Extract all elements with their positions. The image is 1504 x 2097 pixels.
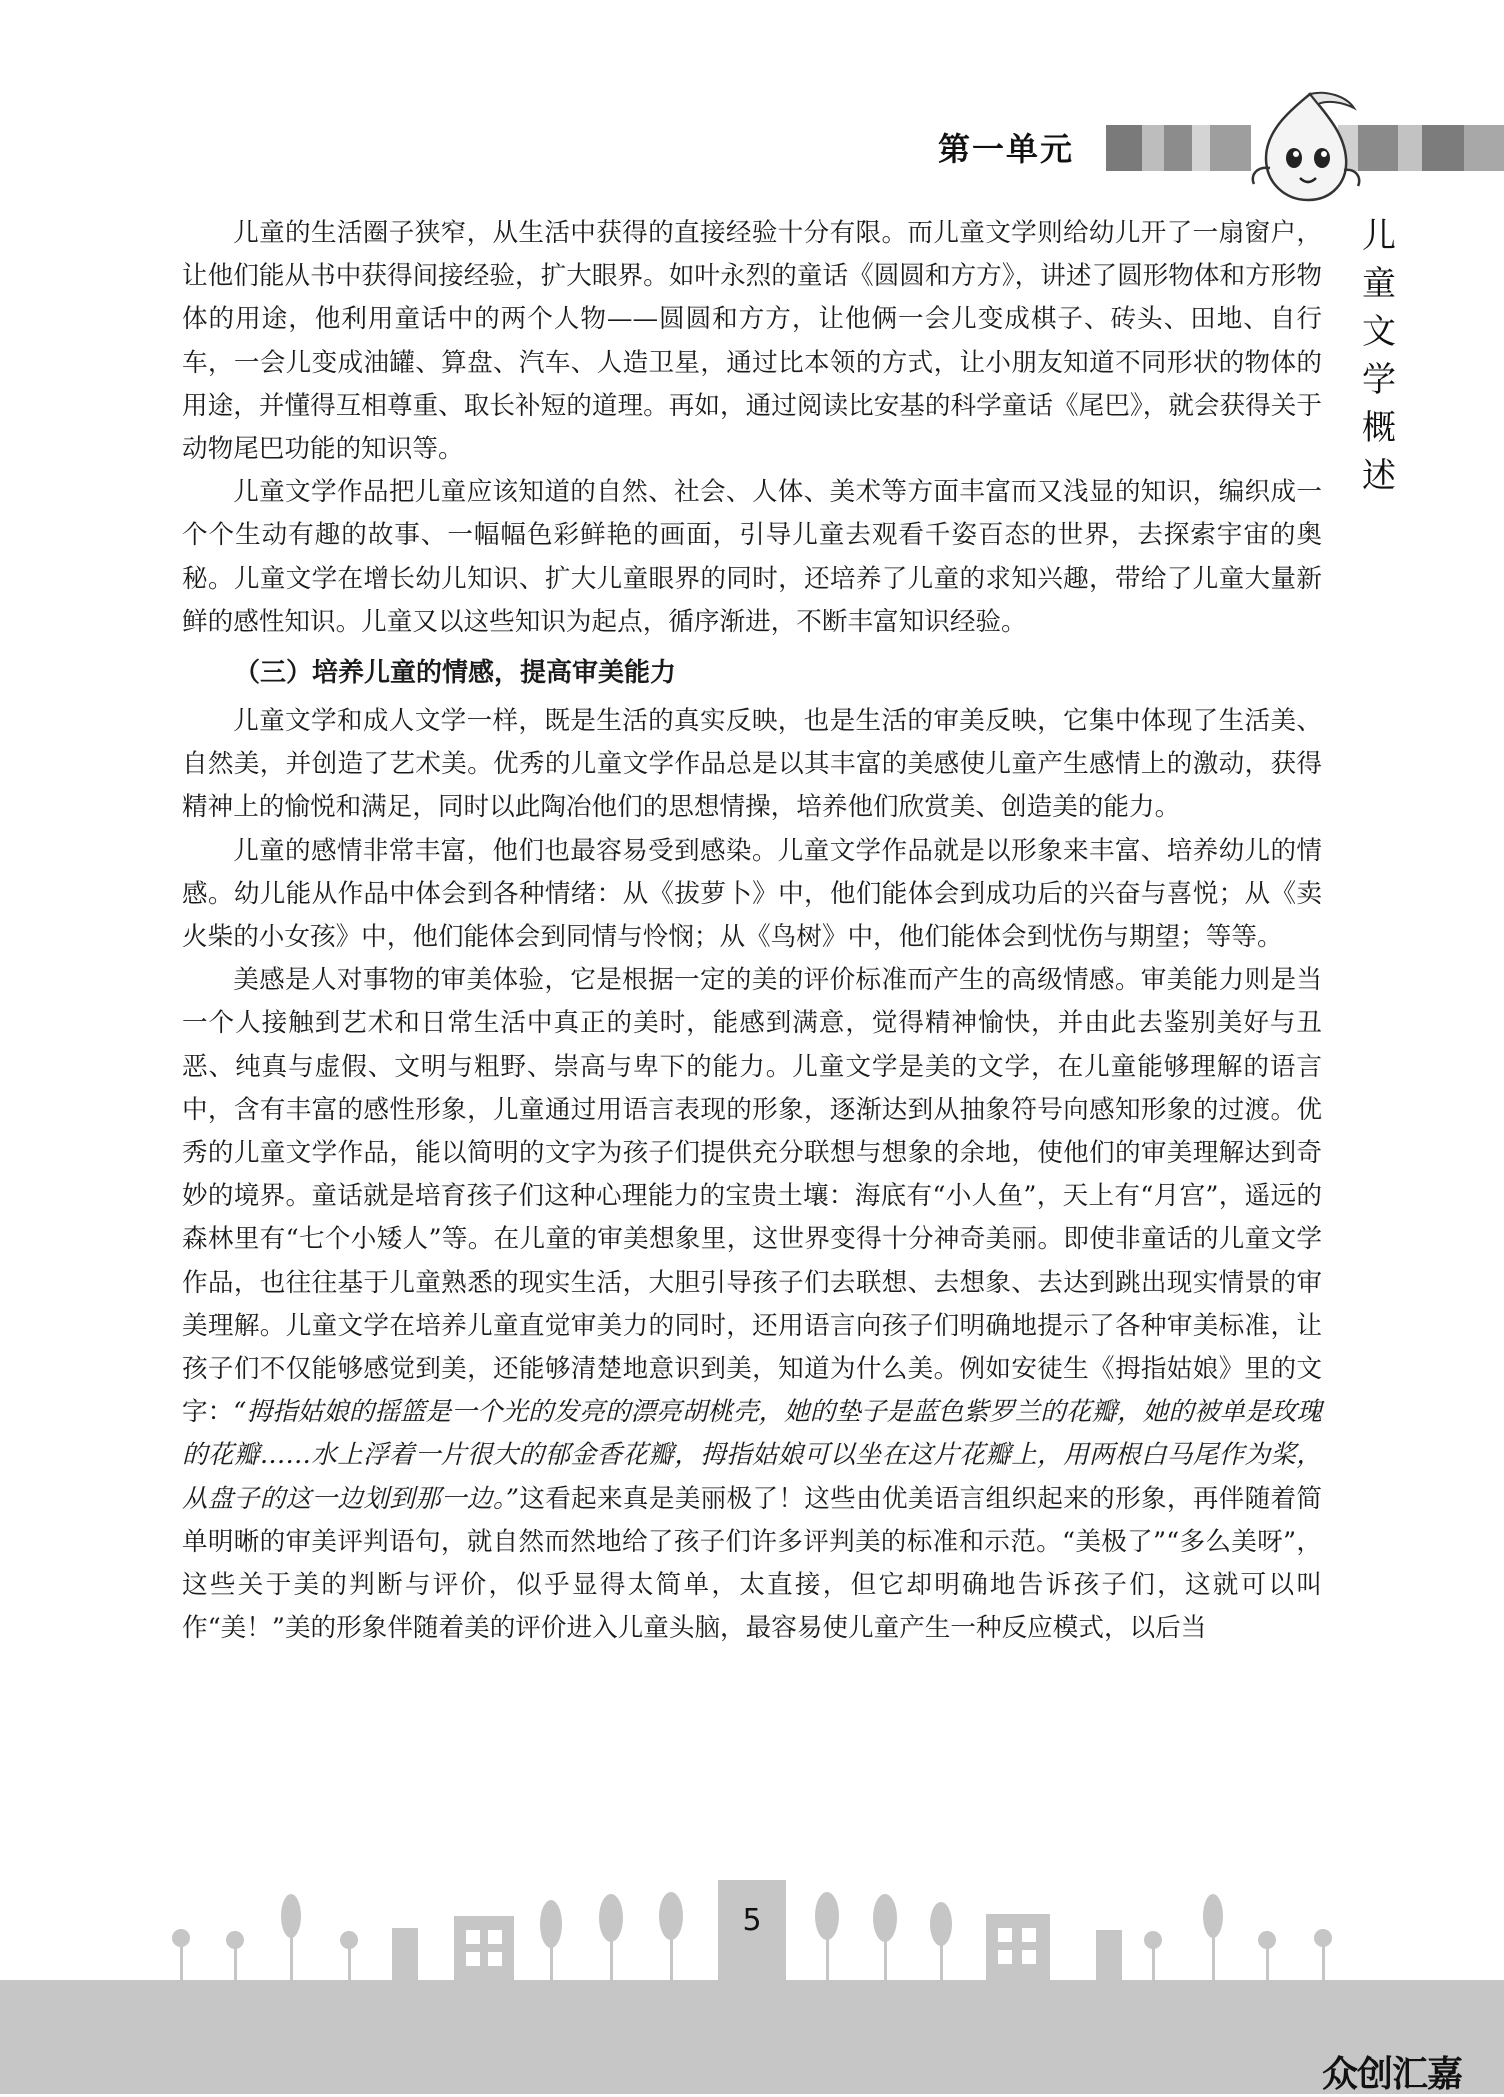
side-title-char: 文 [1362,312,1396,352]
body-text [182,212,1322,1651]
header-stripe-bar-left [1106,125,1251,171]
paragraph: 儿童的感情非常丰富，他们也最容易受到感染。儿童文学作品就是以形象来丰富、培养幼儿的情感。幼儿能从作品中体会到各种情绪：从《拔萝卜》中，他们能体会到成功后的兴奋与喜悦；从《卖火柴的小女孩》中，他们能体会到同情与怜悯；从《鸟树》中，他们能体会到忧伤与期望；等等。 [182,835,1322,953]
paragraph: 儿童的生活圈子狭窄，从生活中获得的直接经验十分有限。而儿童文学则给幼儿开了一扇窗户，让他们能从书中获得间接经验，扩大眼界。如叶永烈的童话《圆圆和方方》，讲述了圆形物体和方形物体的用途，他利用童话中的两个人物——圆圆和方方，让他俩一会儿变成棋子、砖头、田地、自行车，一会儿变成油罐、算盘、汽车、人造卫星，通过比本领的方式，让小朋友知道不同形状的物体的用途，并懂得互相尊重、取长补短的道理。再如，通过阅读比安基的科学童话《尾巴》，就会获得关于动物尾巴功能的知识等。 [182,218,1322,465]
side-title-char: 童 [1362,264,1396,304]
side-chapter-title [1356,212,1402,500]
paragraph [182,959,1322,1650]
side-title-char: 述 [1362,456,1396,496]
page-header [0,118,1504,178]
paragraph-text: 这看起来真是美丽极了！这些由优美语言组织起来的形象，再伴随着简单明晰的审美评判语句，就自然而然地给了孩子们许多评判美的标准和示范。“美极了”“多么美呀”，这些关于美的判断与评价，似乎显得太简单，太直接，但它却明确地告诉孩子们，这就可以叫作“美！”美的形象伴随着美的评价进入儿童头脑，最容易使儿童产生一种反应模式，以后当 [182,1483,1322,1644]
section-heading: （三）培养儿童的情感，提高审美能力 [234,658,677,689]
paragraph-text: 美感是人对事物的审美体验，它是根据一定的美的评价标准而产生的高级情感。审美能力则是当一个人接触到艺术和日常生活中真正的美时，能感到满意，觉得精神愉快，并由此去鉴别美好与丑恶、纯真与虚假、文明与粗野、崇高与卑下的能力。儿童文学是美的文学，在儿童能够理解的语言中，含有丰富的感性形象，儿童通过用语言表现的形象，逐渐达到从抽象符号向感知形象的过渡。优秀的儿童文学作品，能以简明的文字为孩子们提供充分联想与想象的余地，使他们的审美理解达到奇妙的境界。童话就是培育孩子们这种心理能力的宝贵土壤：海底有“小人鱼”，天上有“月宫”，遥远的森林里有“七个小矮人”等。在儿童的审美想象里，这世界变得十分神奇美丽。即使非童话的儿童文学作品，也往往基于儿童熟悉的现实生活，大胆引导孩子们去联想、去想象、去达到跳出现实情景的审美理解。儿童文学在培养儿童直觉审美力的同时，还用语言向孩子们明确地提示了各种审美标准，让孩子们不仅能够感觉到美，还能够清楚地意识到美，知道为什么美。例如安徒生《拇指姑娘》里的文字： [182,965,1322,1428]
paragraph: 儿童文学和成人文学一样，既是生活的真实反映，也是生活的审美反映，它集中体现了生活美、自然美，并创造了艺术美。优秀的儿童文学作品总是以其丰富的美感使儿童产生感情上的激动，获得精神上的愉悦和满足，同时以此陶冶他们的思想情操，培养他们欣赏美、创造美的能力。 [182,706,1322,823]
unit-title: 第一单元 [938,130,1075,168]
side-title-char: 儿 [1362,216,1396,256]
paragraph: 儿童文学作品把儿童应该知道的自然、社会、人体、美术等方面丰富而又浅显的知识，编织成一个个生动有趣的故事、一幅幅色彩鲜艳的画面，引导儿童去观看千姿百态的世界，去探索宇宙的奥秘。儿童文学在增长幼儿知识、扩大儿童眼界的同时，还培养了儿童的求知兴趣，带给了儿童大量新鲜的感性知识。儿童又以这些知识为起点，循序渐进，不断丰富知识经验。 [182,477,1322,637]
brand-watermark: 众创汇嘉 [1322,2054,1463,2095]
side-title-char: 学 [1362,360,1396,400]
page-number: 5 [742,1903,762,1938]
quotation: “拇指姑娘的摇篮是一个光的发亮的漂亮胡桃壳，她的垫子是蓝色紫罗兰的花瓣，她的被单是玫瑰的花瓣……水上浮着一片很大的郁金香花瓣，拇指姑娘可以坐在这片花瓣上，用两根白马尾作为桨，从盘子的这一边划到那一边。” [182,1397,1322,1514]
side-title-char: 概 [1362,408,1396,448]
droplet-mascot-icon [1236,88,1366,208]
